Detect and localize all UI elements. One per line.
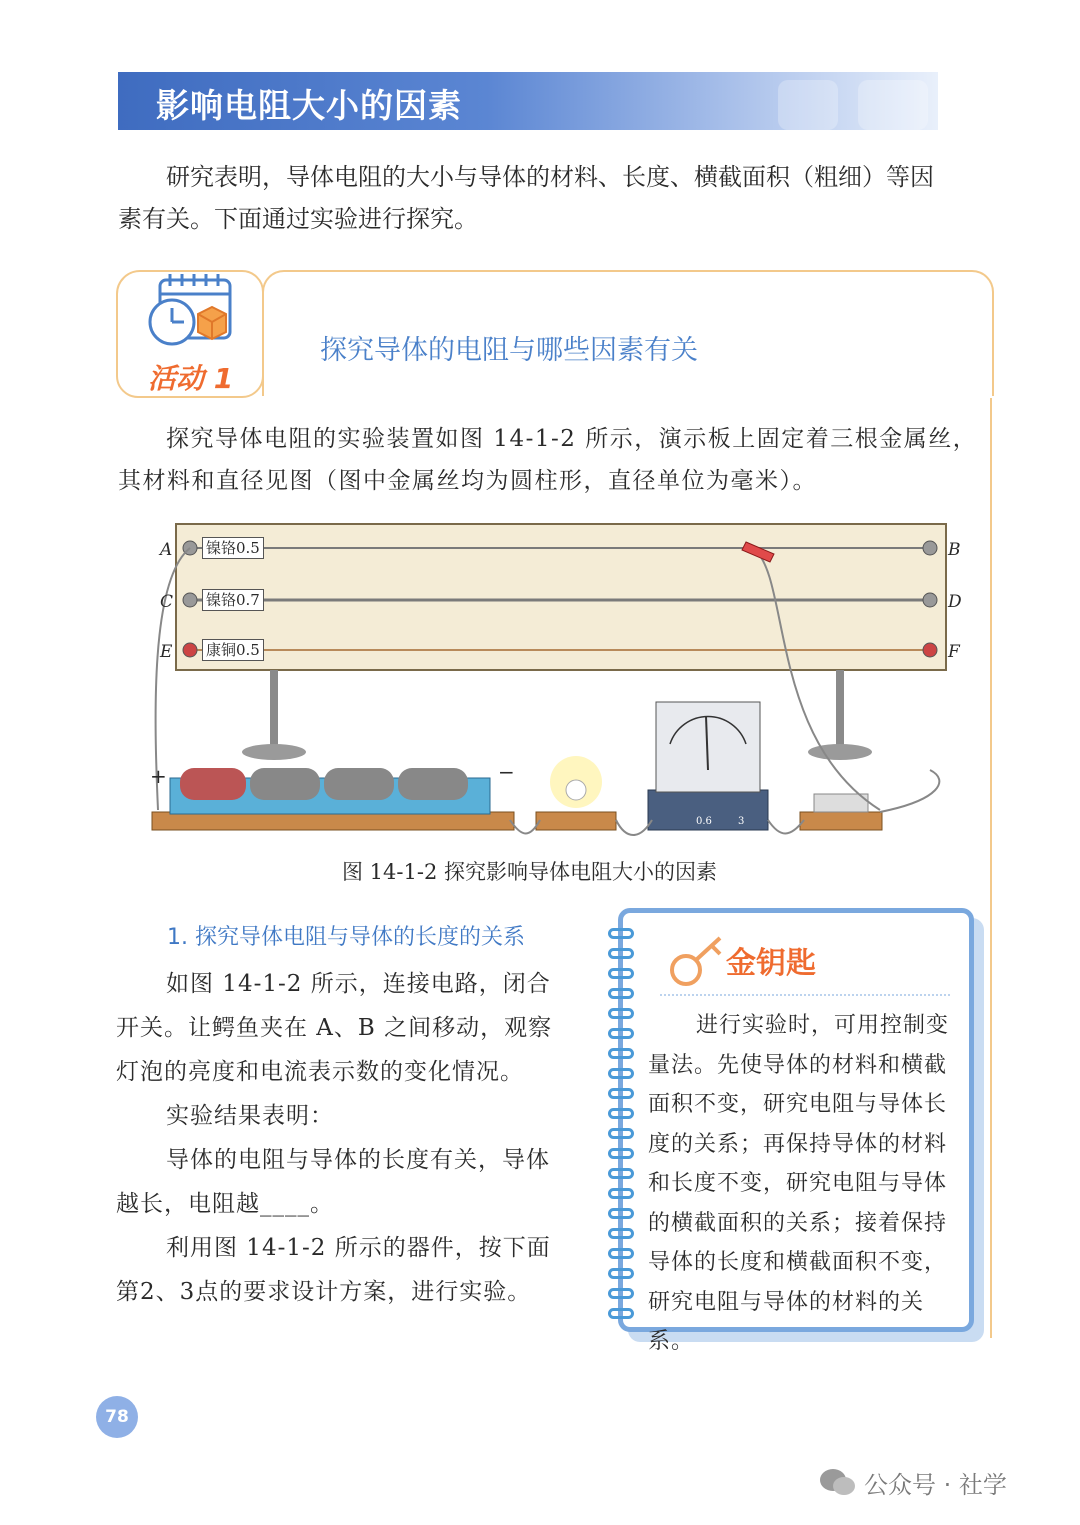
section-line: 开关。让鳄鱼夹在 A、B 之间移动，观察 (116, 1015, 553, 1041)
section-line: 实验结果表明： (166, 1103, 334, 1129)
page-number: 78 (96, 1396, 138, 1438)
activity-title: 探究导体的电阻与哪些因素有关 (320, 335, 698, 366)
terminal-e: E (160, 642, 173, 662)
key-icon (668, 934, 728, 988)
spiral-ring (608, 1208, 634, 1219)
experiment-figure (150, 520, 970, 840)
spiral-ring (608, 1088, 634, 1099)
spiral-ring (608, 1288, 634, 1299)
banner-decoration (778, 80, 838, 130)
right-border-rule (990, 398, 992, 1338)
calendar-clock-icon (140, 272, 240, 352)
section-line: 利用图 14-1-2 所示的器件，按下面 (166, 1235, 551, 1261)
spiral-ring (608, 1268, 634, 1279)
spiral-ring (608, 948, 634, 959)
battery-plus: + (150, 764, 167, 788)
section-line: 越长，电阻越____。 (116, 1191, 334, 1217)
spiral-ring (608, 1168, 634, 1179)
section-line: 导体的电阻与导体的长度有关，导体 (166, 1147, 550, 1173)
ammeter-terminal-label: 0.6 (696, 816, 712, 827)
spiral-ring (608, 1248, 634, 1259)
spiral-ring (608, 1108, 634, 1119)
activity-label: 活动 1 (148, 362, 234, 395)
activity-text-line-1: 探究导体电阻的实验装置如图 14-1-2 所示，演示板上固定着三根金属丝， (166, 426, 978, 452)
spiral-ring (608, 1068, 634, 1079)
terminal-d: D (948, 592, 962, 612)
spiral-ring (608, 968, 634, 979)
terminal-a: A (160, 540, 173, 560)
keybox-divider (660, 994, 950, 996)
wechat-icon (818, 1466, 858, 1498)
spiral-ring (608, 1008, 634, 1019)
section-title-banner (118, 72, 938, 130)
battery-minus: − (498, 760, 515, 784)
page-title: 影响电阻大小的因素 (156, 86, 462, 125)
spiral-ring (608, 1308, 634, 1319)
spiral-ring (608, 928, 634, 939)
spiral-ring (608, 1148, 634, 1159)
wire-label-ab: 镍铬0.5 (202, 537, 264, 559)
keybox-title: 金钥匙 (726, 946, 816, 981)
apparatus-drawing (150, 520, 970, 840)
spiral-ring (608, 1188, 634, 1199)
intro-line-2: 素有关。下面通过实验进行探究。 (118, 205, 478, 233)
section-line: 灯泡的亮度和电流表示数的变化情况。 (116, 1059, 524, 1085)
activity-text-line-2: 其材料和直径见图（图中金属丝均为圆柱形，直径单位为毫米）。 (118, 468, 817, 494)
terminal-b: B (948, 540, 961, 560)
figure-caption: 图 14-1-2 探究影响导体电阻大小的因素 (342, 860, 717, 884)
section-line: 第2、3点的要求设计方案，进行实验。 (116, 1279, 532, 1305)
spiral-ring (608, 1228, 634, 1239)
section-line: 如图 14-1-2 所示，连接电路，闭合 (166, 971, 551, 997)
spiral-ring (608, 1028, 634, 1039)
banner-decoration (858, 80, 928, 130)
terminal-c: C (160, 592, 174, 612)
ammeter-terminal-label: 3 (738, 816, 745, 827)
intro-line-1: 研究表明，导体电阻的大小与导体的材料、长度、横截面积（粗细）等因 (166, 163, 934, 191)
wire-label-cd: 镍铬0.7 (202, 589, 264, 611)
spiral-ring (608, 1128, 634, 1139)
terminal-f: F (948, 642, 960, 662)
spiral-ring (608, 988, 634, 999)
spiral-ring (608, 1048, 634, 1059)
watermark-text: 公众号 · 社学 (864, 1471, 1007, 1499)
section-heading: 1. 探究导体电阻与导体的长度的关系 (167, 925, 525, 950)
keybox-text: 进行实验时，可用控制变量法。先使导体的材料和横截面积不变，研究电阻与导体长度的关系；再保持导体的材料和长度不变，研究电阻与导体的横截面积的关系；接着保持导体的长度和横截面积不变，研究电阻与导体的材料的关系。 (648, 1013, 950, 1354)
wire-label-ef: 康铜0.5 (202, 639, 264, 661)
